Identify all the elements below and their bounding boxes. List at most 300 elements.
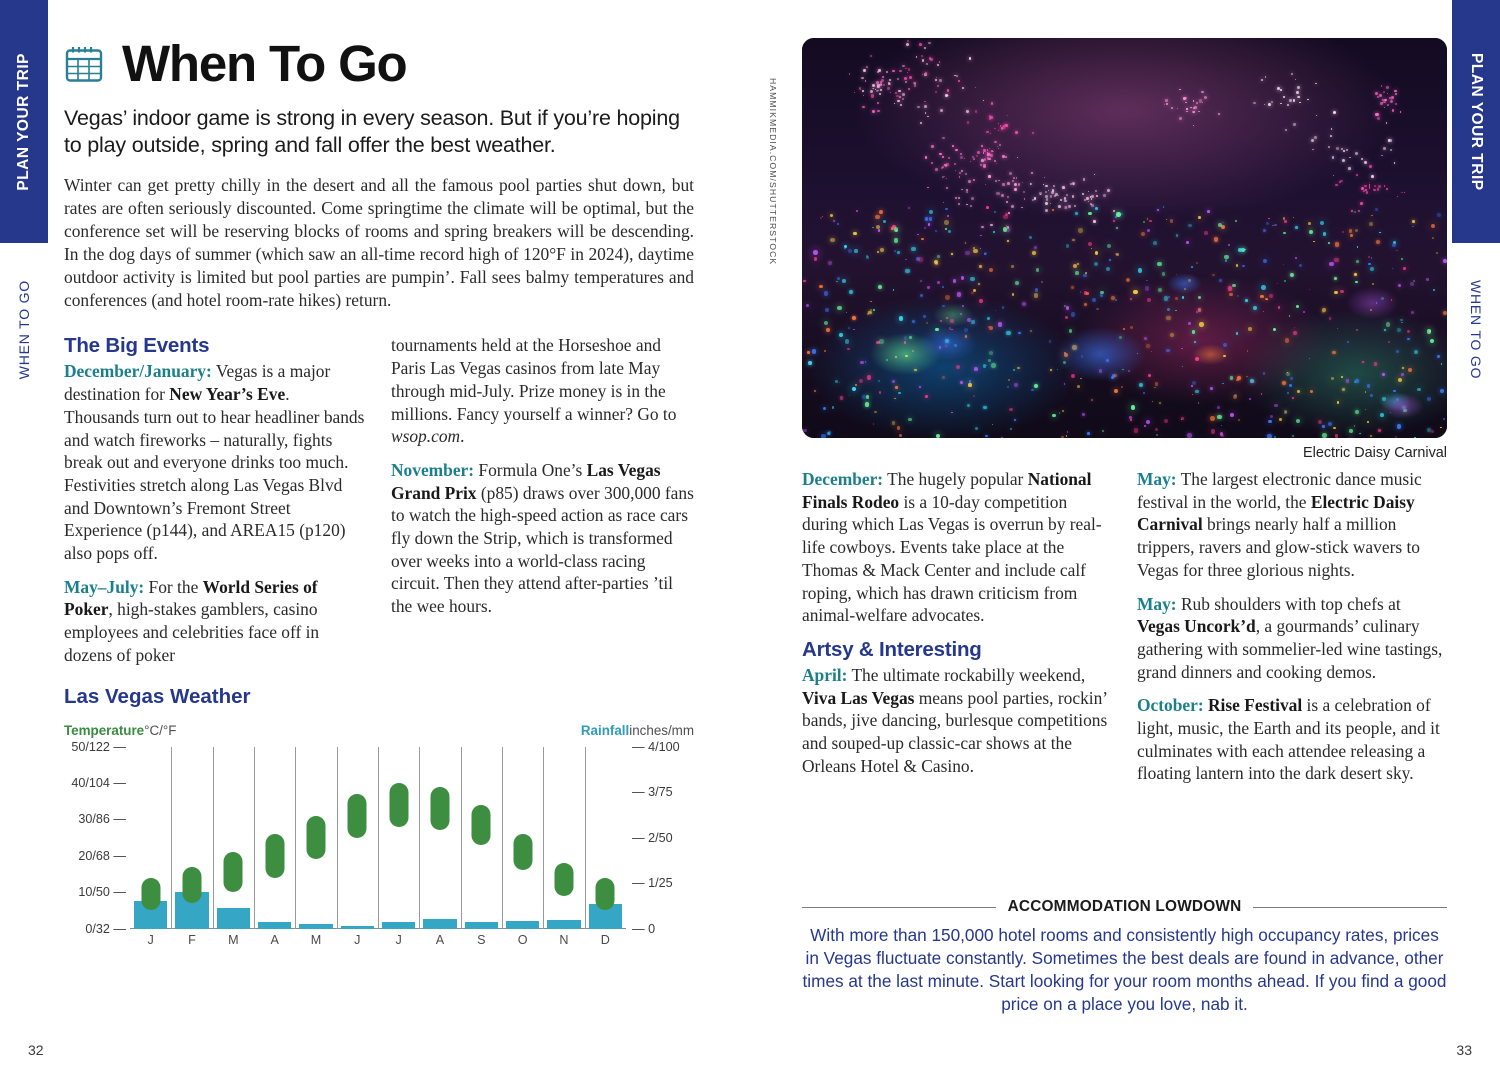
rainfall-bar	[341, 926, 374, 929]
festival-light	[1329, 317, 1332, 320]
festival-light	[1289, 384, 1292, 387]
festival-light	[854, 249, 857, 252]
festival-light	[893, 289, 894, 290]
firework-spark	[1058, 205, 1061, 208]
festival-light	[1022, 302, 1026, 306]
festival-light	[1333, 427, 1335, 429]
section-tab-plan-your-trip-right[interactable]	[1452, 0, 1500, 243]
festival-light	[945, 295, 950, 300]
chart-month-cell	[254, 747, 295, 929]
temperature-range-capsule	[224, 852, 243, 892]
rainfall-bar	[465, 922, 498, 928]
temperature-range-capsule	[306, 816, 325, 860]
festival-light	[1380, 413, 1384, 417]
festival-light	[912, 320, 915, 323]
festival-light	[1417, 388, 1420, 391]
festival-light	[1182, 296, 1185, 299]
festival-light	[1371, 257, 1372, 258]
festival-light	[1188, 322, 1191, 325]
festival-light	[968, 383, 971, 386]
festival-light	[926, 322, 928, 324]
festival-light	[1248, 327, 1252, 331]
festival-light	[1236, 332, 1239, 335]
festival-light	[820, 217, 822, 219]
festival-light	[1116, 227, 1118, 229]
festival-light	[1296, 419, 1300, 423]
event-label: May–July:	[64, 576, 145, 597]
temperature-range-capsule	[554, 863, 573, 896]
chart-month-label: F	[188, 932, 196, 947]
temperature-range-capsule	[472, 805, 491, 845]
firework-spark	[863, 69, 866, 72]
firework-spark	[1040, 194, 1041, 195]
stage-glow	[1346, 287, 1399, 319]
firework-spark	[975, 87, 976, 88]
chart-gridline	[213, 747, 214, 929]
stage-glow	[1193, 344, 1228, 365]
firework-spark	[1377, 96, 1378, 97]
festival-light	[842, 279, 845, 282]
festival-light	[921, 238, 924, 241]
festival-light	[837, 306, 841, 310]
chart-month-cell	[585, 747, 626, 929]
festival-light	[1175, 297, 1178, 300]
firework-spark	[1371, 175, 1374, 178]
chart-plot-area	[130, 747, 626, 929]
firework-spark	[904, 77, 907, 80]
firework-spark	[1012, 180, 1014, 182]
festival-light	[1078, 228, 1082, 232]
chart-gridline	[419, 747, 420, 929]
festival-light	[803, 429, 807, 433]
firework-spark	[865, 80, 866, 81]
festival-light	[1347, 341, 1349, 343]
festival-light	[814, 390, 816, 392]
event-text-b: brings nearly half a million trippers, ravers and glow-stick wavers to Vegas for three glorious nights.	[1137, 514, 1420, 580]
right-axis-tick: — 2/50	[632, 830, 673, 845]
firework-spark	[955, 197, 957, 199]
festival-light	[1155, 428, 1158, 431]
festival-light	[865, 361, 866, 362]
festival-light	[960, 381, 963, 384]
festival-light	[1270, 415, 1272, 417]
firework-spark	[968, 180, 970, 182]
festival-light	[1170, 219, 1173, 222]
festival-light	[894, 398, 895, 399]
event-text-a: For the	[144, 576, 203, 597]
chart-month-label: A	[435, 932, 445, 947]
festival-light	[1359, 433, 1360, 434]
festival-light	[919, 386, 921, 388]
festival-light	[1368, 256, 1370, 258]
festival-light	[1427, 397, 1431, 401]
festival-light	[1228, 244, 1229, 245]
festival-light	[1164, 419, 1168, 423]
page-deck: Winter can get pretty chilly in the desert and all the famous pool parties shut down, but rates are often seriously discounted. Come springtime the climate will be optimal, but the conference set will be reserving blocks of rooms and spring breakers will be descending. In the dog days of summer (which saw an all-time record high of 120°F in 2024), daytime outdoor activity is limited but pool parties are pumpin’. Fall sees balmy temperatures and conferences (and hotel room-rate hikes) return.	[64, 174, 694, 311]
firework-spark	[1048, 190, 1049, 191]
firework-spark	[1018, 183, 1020, 185]
right-axis-tick: — 0	[632, 921, 656, 936]
festival-light	[1064, 206, 1067, 209]
firework-spark	[991, 102, 994, 105]
firework-spark	[928, 42, 930, 44]
right-page-columns	[802, 468, 1447, 785]
festival-light	[894, 238, 898, 242]
festival-light	[994, 211, 996, 213]
chart-gridline	[295, 747, 296, 929]
firework-spark	[1328, 146, 1330, 148]
festival-light	[830, 238, 835, 243]
festival-light	[1095, 207, 1098, 210]
firework-spark	[924, 105, 927, 108]
chart-gridline	[585, 747, 586, 929]
firework-spark	[1107, 189, 1110, 192]
firework-spark	[999, 144, 1001, 146]
festival-light	[879, 391, 882, 394]
festival-light	[1214, 237, 1218, 241]
festival-light	[807, 351, 809, 353]
festival-light	[1397, 424, 1402, 429]
festival-light	[918, 257, 923, 262]
festival-light	[1195, 390, 1198, 393]
firework-spark	[1296, 91, 1299, 94]
chart-left-axis	[64, 739, 126, 945]
festival-light	[897, 426, 900, 429]
left-axis-tick: 50/122 —	[71, 739, 126, 754]
firework-spark	[958, 80, 960, 82]
firework-spark	[1364, 185, 1366, 187]
firework-spark	[925, 156, 927, 158]
rainfall-bar	[299, 924, 332, 929]
right-column-2	[1137, 468, 1447, 785]
firework-spark	[895, 92, 897, 94]
festival-light	[1102, 430, 1104, 432]
festival-light	[1031, 389, 1033, 391]
festival-light	[989, 351, 993, 355]
festival-light	[1267, 434, 1272, 438]
festival-light	[1086, 292, 1088, 294]
firework-spark	[991, 150, 993, 152]
event-bold-a: Las Vegas Grand Prix	[391, 459, 661, 503]
firework-spark	[1369, 182, 1370, 183]
event-label: November:	[391, 459, 475, 480]
festival-light	[1334, 258, 1338, 262]
rainfall-bar	[382, 922, 415, 929]
festival-light	[1413, 280, 1415, 282]
page-intro: Vegas’ indoor game is strong in every season. But if you’re hoping to play outside, spring and fall offer the best weather.	[64, 106, 680, 158]
chart-month-label: A	[270, 932, 279, 947]
accommodation-lowdown-box	[802, 898, 1447, 1016]
festival-light	[1384, 329, 1386, 331]
firework-spark	[988, 175, 990, 177]
chart-month-cell	[502, 747, 543, 929]
event-label: May:	[1137, 469, 1177, 489]
firework-spark	[1001, 127, 1003, 129]
firework-spark	[1186, 108, 1187, 109]
firework-spark	[1297, 96, 1299, 98]
firework-spark	[1394, 90, 1396, 92]
festival-light	[924, 227, 926, 229]
festival-light	[1154, 387, 1155, 388]
festival-light	[1198, 216, 1201, 219]
festival-light	[814, 257, 817, 260]
firework-spark	[1165, 99, 1168, 102]
festival-light	[1091, 399, 1093, 401]
folio-left: 32	[28, 1042, 44, 1058]
festival-light	[956, 365, 960, 369]
festival-light	[1285, 338, 1289, 342]
firework-spark	[1384, 185, 1385, 186]
festival-light	[1191, 266, 1193, 268]
festival-light	[1168, 296, 1170, 298]
festival-light	[1095, 251, 1099, 255]
festival-light	[1224, 255, 1228, 259]
firework-spark	[1332, 156, 1335, 159]
festival-light	[1346, 379, 1349, 382]
event-text-a: Rub shoulders with top chefs at	[1176, 593, 1401, 614]
section-subtab-when-to-go-right[interactable]	[1452, 250, 1500, 410]
festival-light	[1442, 437, 1445, 438]
festival-light	[1283, 217, 1286, 220]
weather-chart-block	[64, 685, 694, 945]
chart-month-label: J	[147, 932, 154, 947]
festival-light	[1362, 361, 1364, 363]
event-link-wsop[interactable]: wsop.com	[391, 426, 461, 447]
temperature-range-capsule	[141, 878, 160, 911]
festival-light	[833, 220, 834, 221]
firework-spark	[990, 116, 993, 119]
temperature-range-capsule	[182, 867, 201, 903]
firework-spark	[1045, 209, 1048, 212]
firework-spark	[970, 205, 972, 207]
festival-light	[908, 418, 911, 421]
chart-gridline	[337, 747, 338, 929]
festival-light	[1034, 384, 1038, 388]
festival-light	[1130, 419, 1132, 421]
festival-light	[1196, 262, 1198, 264]
festival-light	[1157, 209, 1159, 211]
festival-light	[1230, 376, 1233, 379]
firework-spark	[1295, 79, 1296, 80]
festival-light	[970, 277, 974, 281]
festival-light	[1049, 340, 1051, 342]
festival-light	[845, 339, 849, 343]
firework-spark	[1202, 102, 1203, 103]
section-tab-plan-your-trip[interactable]	[0, 0, 48, 243]
festival-light	[1153, 241, 1157, 245]
event-text-b: is a 10-day competition during which Las Vegas is overrun by real-life cowboys. Events take place at the Thomas & Mack Center and include calf roping, which has drawn criticism from animal-welfare advocates.	[802, 491, 1102, 626]
photo-credit: HAMMIKMEDIA.COM/SHUTTERSTOCK	[768, 78, 778, 266]
firework-spark	[1050, 195, 1052, 197]
firework-spark	[1093, 220, 1095, 222]
festival-light	[879, 210, 883, 214]
calendar-icon	[64, 44, 104, 84]
festival-light	[878, 229, 880, 231]
firework-spark	[1386, 188, 1388, 190]
festival-light	[1218, 223, 1222, 227]
chart-month-label: D	[600, 932, 610, 947]
firework-spark	[899, 70, 902, 73]
firework-spark	[897, 78, 899, 80]
festival-light	[1427, 329, 1431, 333]
event-bold-a: Electric Daisy Carnival	[1137, 491, 1415, 535]
section-subtab-when-to-go[interactable]	[0, 250, 48, 410]
page-title-row	[64, 35, 694, 92]
festival-light	[1437, 213, 1441, 217]
chart-gridline	[378, 747, 379, 929]
event-text-a: The largest electronic dance music festival in the world, the	[1137, 469, 1422, 512]
temperature-range-capsule	[348, 794, 367, 838]
festival-light	[853, 232, 856, 235]
photo-block	[768, 38, 1447, 461]
festival-light	[1354, 425, 1355, 426]
legend-temperature	[64, 723, 176, 738]
firework-spark	[1166, 103, 1167, 104]
event-text-a: The ultimate rockabilly weekend,	[847, 664, 1086, 685]
festival-light	[1292, 397, 1294, 399]
firework-spark	[1383, 101, 1385, 103]
event-entry	[391, 459, 694, 618]
festival-light	[1061, 436, 1063, 438]
festival-photo	[802, 38, 1447, 438]
firework-spark	[1383, 91, 1385, 93]
festival-light	[813, 250, 818, 255]
firework-spark	[1007, 182, 1010, 185]
festival-light	[1030, 330, 1031, 331]
firework-spark	[955, 170, 956, 171]
firework-spark	[973, 179, 975, 181]
firework-spark	[1330, 135, 1332, 137]
festival-light	[942, 376, 945, 379]
festival-light	[1008, 379, 1010, 381]
left-axis-tick: 40/104 —	[71, 775, 126, 790]
festival-light	[1350, 234, 1353, 237]
chart-month-label: J	[354, 932, 361, 947]
firework-spark	[990, 154, 993, 157]
festival-light	[832, 406, 834, 408]
festival-light	[1355, 229, 1358, 232]
firework-spark	[1001, 194, 1004, 197]
firework-spark	[1382, 99, 1383, 100]
section-subtab-label-right: WHEN TO GO	[1468, 280, 1484, 380]
firework-spark	[1022, 182, 1023, 183]
event-text-a: Formula One’s	[474, 459, 587, 480]
festival-light	[1230, 413, 1234, 417]
festival-light	[1011, 265, 1014, 268]
festival-light	[1212, 274, 1215, 277]
firework-spark	[956, 75, 958, 77]
firework-spark	[1193, 125, 1194, 126]
festival-light	[806, 304, 809, 307]
festival-light	[1443, 311, 1447, 315]
stage-glow	[1055, 327, 1146, 382]
festival-light	[1401, 258, 1402, 259]
firework-spark	[996, 192, 999, 195]
firework-spark	[935, 79, 937, 81]
festival-light	[1411, 311, 1414, 314]
festival-light	[824, 291, 829, 296]
festival-light	[1001, 437, 1003, 438]
photo-caption: Electric Daisy Carnival	[1303, 445, 1447, 461]
festival-light	[1210, 416, 1215, 421]
firework-spark	[924, 101, 925, 102]
firework-spark	[1271, 101, 1273, 103]
event-entry	[802, 468, 1112, 627]
festival-light	[1133, 290, 1137, 294]
festival-light	[1087, 432, 1090, 435]
chart-right-axis	[632, 739, 694, 945]
festival-light	[1013, 369, 1015, 371]
firework-spark	[1379, 94, 1382, 97]
legend-rainfall	[581, 723, 694, 738]
firework-spark	[942, 137, 945, 140]
firework-spark	[1401, 192, 1403, 194]
firework-spark	[977, 151, 980, 154]
festival-light	[1334, 277, 1337, 280]
firework-spark	[952, 145, 954, 147]
section-subtab-label: WHEN TO GO	[16, 280, 32, 380]
firework-spark	[861, 77, 863, 79]
festival-light	[1233, 395, 1237, 399]
firework-spark	[954, 163, 956, 165]
firework-spark	[1314, 136, 1317, 139]
firework-spark	[994, 128, 995, 129]
firework-spark	[906, 43, 909, 46]
rainfall-bar	[423, 919, 456, 928]
firework-spark	[1311, 139, 1314, 142]
festival-light	[1146, 344, 1150, 348]
festival-light	[1430, 339, 1434, 343]
firework-spark	[1361, 187, 1364, 190]
firework-spark	[1008, 212, 1010, 214]
festival-light	[1309, 230, 1313, 234]
festival-light	[957, 292, 961, 296]
festival-light	[1007, 386, 1009, 388]
event-text-b: is a celebration of light, music, the Earth and its people, and it culminates with each attendee releasing a floating lantern into the dark desert sky.	[1137, 695, 1440, 784]
firework-spark	[929, 57, 931, 59]
lowdown-title: ACCOMMODATION LOWDOWN	[1007, 898, 1242, 915]
festival-light	[1236, 264, 1238, 266]
firework-spark	[1392, 109, 1395, 112]
festival-light	[1075, 271, 1079, 275]
festival-light	[1328, 242, 1330, 244]
festival-light	[1431, 430, 1434, 433]
firework-spark	[878, 69, 880, 71]
firework-spark	[854, 92, 855, 93]
festival-light	[1157, 262, 1161, 266]
right-tab-strip	[1452, 0, 1500, 1082]
firework-spark	[984, 158, 985, 159]
section-tab-label: PLAN YOUR TRIP	[15, 52, 32, 191]
festival-light	[1260, 295, 1263, 298]
events-columns	[64, 334, 694, 666]
festival-light	[1228, 286, 1233, 291]
firework-spark	[909, 76, 912, 79]
firework-spark	[959, 176, 960, 177]
firework-spark	[1390, 100, 1393, 103]
festival-light	[948, 230, 951, 233]
legend-temperature-unit: °C/°F	[144, 722, 177, 738]
firework-spark	[1384, 99, 1386, 101]
left-tab-strip	[0, 0, 48, 1082]
firework-spark	[1285, 129, 1287, 131]
right-axis-tick: — 1/25	[632, 876, 673, 891]
chart-month-cell	[461, 747, 502, 929]
firework-spark	[990, 224, 993, 227]
festival-light	[1006, 331, 1011, 336]
festival-light	[1266, 222, 1269, 225]
festival-light	[852, 316, 856, 320]
